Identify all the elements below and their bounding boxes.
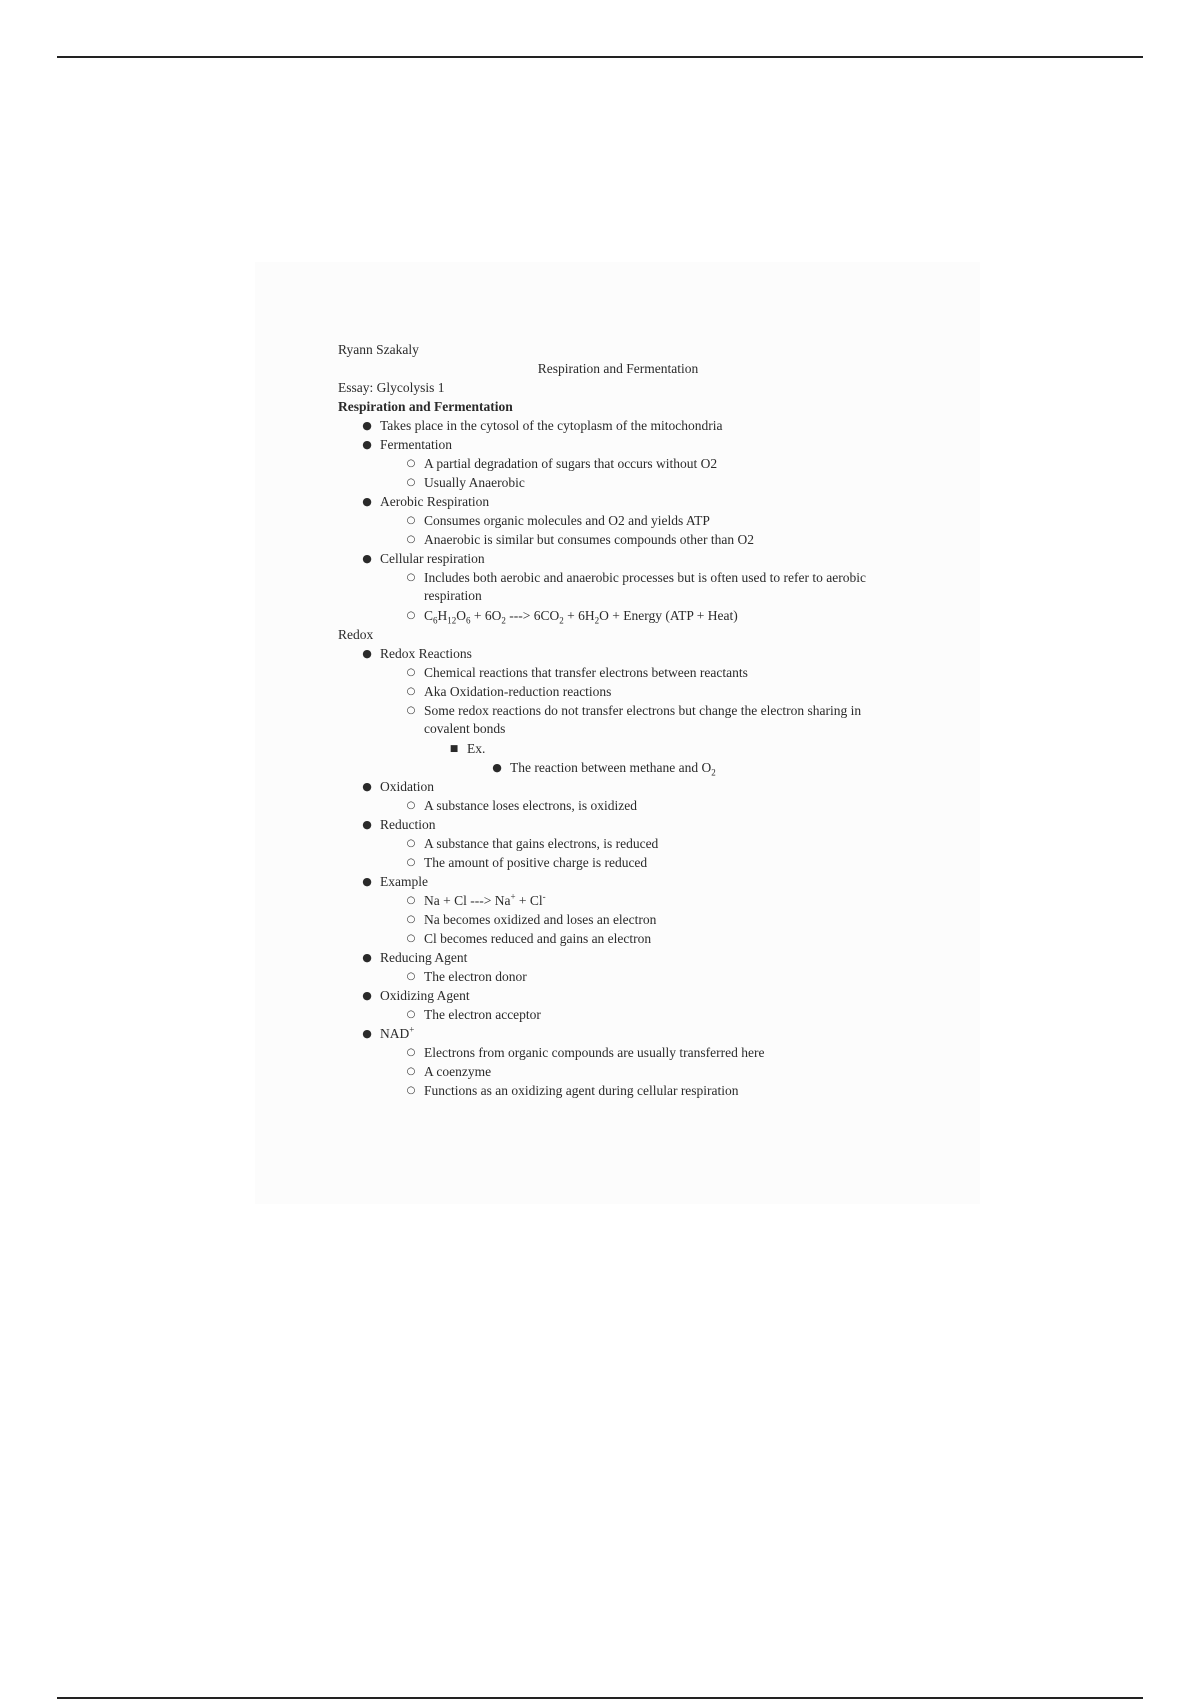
author-line: Ryann Szakaly	[338, 342, 419, 357]
list-item: ○ Electrons from organic compounds are usually transferred here	[424, 1044, 765, 1062]
list-item: ○ Includes both aerobic and anaerobic processes but is often used to refer to aerobic respiration	[424, 569, 894, 606]
bullet-icon: ●	[362, 989, 372, 1002]
circle-bullet-icon: ○	[406, 477, 416, 488]
list-item: ● Aerobic Respiration	[380, 493, 489, 511]
circle-bullet-icon: ○	[406, 534, 416, 545]
bullet-icon: ●	[362, 647, 372, 660]
section-heading: Redox	[338, 627, 374, 642]
list-item: ● Takes place in the cytosol of the cytoplasm of the mitochondria	[380, 417, 722, 435]
circle-bullet-icon: ○	[406, 667, 416, 678]
circle-bullet-icon: ○	[406, 686, 416, 697]
circle-bullet-icon: ○	[406, 1009, 416, 1020]
list-item: ○ Na becomes oxidized and loses an electron	[424, 911, 656, 929]
list-item: ○ Some redox reactions do not transfer electrons but change the electron sharing in covalent bonds	[424, 702, 894, 739]
circle-bullet-icon: ○	[406, 458, 416, 469]
list-item: ● Redox Reactions	[380, 645, 472, 663]
section-heading: Respiration and Fermentation	[338, 399, 513, 414]
list-item: ○ The electron acceptor	[424, 1006, 541, 1024]
list-item: ○ A coenzyme	[424, 1063, 491, 1081]
bullet-icon: ●	[362, 438, 372, 451]
circle-bullet-icon: ○	[406, 895, 416, 906]
document-title: Respiration and Fermentation	[537, 361, 699, 376]
square-bullet-icon: ■	[449, 744, 459, 754]
list-item: ○ A partial degradation of sugars that occurs without O2	[424, 455, 717, 473]
top-rule	[57, 56, 1143, 58]
list-item: ● Oxidizing Agent	[380, 987, 470, 1005]
list-item: ● Reducing Agent	[380, 949, 467, 967]
list-item: ● Cellular respiration	[380, 550, 485, 568]
bottom-rule	[57, 1697, 1143, 1699]
bullet-icon: ●	[362, 951, 372, 964]
equation-item	[406, 607, 738, 626]
list-item: ○ The amount of positive charge is reduced	[424, 854, 647, 872]
list-item: ○ Usually Anaerobic	[424, 474, 525, 492]
list-item: ● The reaction between methane and $O_2$	[510, 759, 716, 777]
circle-bullet-icon: ○	[406, 1085, 416, 1096]
bullet-icon: ●	[362, 818, 372, 831]
list-item: ○ Functions as an oxidizing agent during cellular respiration	[424, 1082, 739, 1100]
circle-bullet-icon: ○	[406, 971, 416, 982]
list-item: ● Reduction	[380, 816, 436, 834]
circle-bullet-icon: ○	[406, 1047, 416, 1058]
list-item: ○ A substance loses electrons, is oxidized	[424, 797, 637, 815]
circle-bullet-icon: ○	[406, 610, 416, 621]
list-item: ○ Aka Oxidation-reduction reactions	[424, 683, 611, 701]
circle-bullet-icon: ○	[406, 705, 416, 716]
list-item: ● Example	[380, 873, 428, 891]
list-item: ■ Ex.	[467, 740, 485, 758]
circle-bullet-icon: ○	[406, 857, 416, 868]
list-item: ○ Consumes organic molecules and O2 and yields ATP	[424, 512, 710, 530]
respiration-equation: $C_6H_{12}O_6 + 6O_2$ ---> $6CO_2 + 6H_2O$ + Energy (ATP + Heat)	[424, 608, 738, 626]
circle-bullet-icon: ○	[406, 572, 416, 583]
list-item: ● Fermentation	[380, 436, 452, 454]
list-item: ○ Chemical reactions that transfer electrons between reactants	[424, 664, 748, 682]
bullet-icon: ●	[362, 419, 372, 432]
bullet-icon: ●	[362, 780, 372, 793]
list-item: ○ Cl becomes reduced and gains an electron	[424, 930, 651, 948]
nacl-equation: Na + Cl ---> Na+ + Cl-	[424, 891, 546, 908]
bullet-icon: ●	[362, 875, 372, 888]
list-item: ○ A substance that gains electrons, is reduced	[424, 835, 658, 853]
equation-item	[406, 891, 546, 910]
bullet-icon: ●	[362, 1027, 372, 1040]
essay-line: Essay: Glycolysis 1	[338, 380, 445, 395]
list-item: ○ Anaerobic is similar but consumes compounds other than O2	[424, 531, 754, 549]
list-item: ○ The electron donor	[424, 968, 527, 986]
bullet-icon: ●	[492, 761, 502, 774]
list-item: ● NAD+	[380, 1025, 414, 1043]
list-item: ● Oxidation	[380, 778, 434, 796]
circle-bullet-icon: ○	[406, 933, 416, 944]
bullet-icon: ●	[362, 552, 372, 565]
circle-bullet-icon: ○	[406, 914, 416, 925]
circle-bullet-icon: ○	[406, 838, 416, 849]
circle-bullet-icon: ○	[406, 1066, 416, 1077]
circle-bullet-icon: ○	[406, 515, 416, 526]
circle-bullet-icon: ○	[406, 800, 416, 811]
bullet-icon: ●	[362, 495, 372, 508]
